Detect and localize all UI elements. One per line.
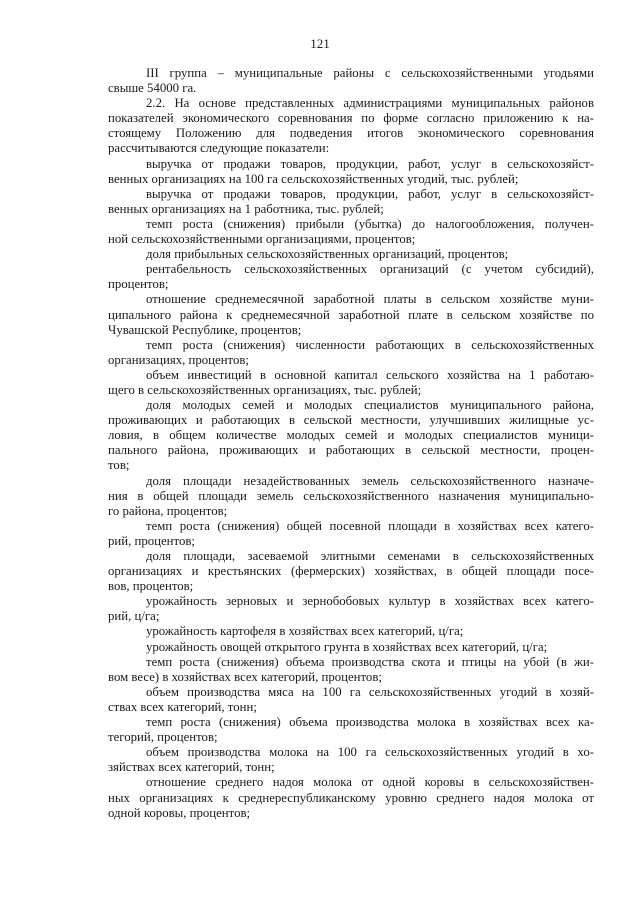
text-line: темп роста (снижения) численности работающих в сельскохозяйственных — [146, 337, 594, 352]
text-line: рассчитываются следующие показатели: — [108, 141, 330, 156]
paragraph — [108, 398, 594, 473]
text-line: вом весе) в хозяйствах всех категорий, процентов; — [108, 669, 382, 684]
paragraph — [108, 66, 594, 96]
text-line: щего в сельскохозяйственных организациях, тыс. рублей; — [108, 382, 422, 397]
text-line: проживающих и работающих в сельской местности, улучшивших жилищные ус- — [108, 413, 594, 428]
text-line: рий, ц/га; — [108, 609, 160, 624]
paragraph — [108, 745, 594, 775]
text-line: одной коровы, процентов; — [108, 805, 251, 820]
text-line: урожайность овощей открытого грунта в хозяйствах всех категорий, ц/га; — [146, 639, 548, 654]
text-line: темп роста (снижения) объема производства скота и птицы на убой (в жи- — [146, 654, 594, 669]
paragraph — [108, 368, 594, 398]
paragraph — [108, 519, 594, 549]
paragraph — [108, 247, 594, 262]
text-line: зяйствах всех категорий, тонн; — [108, 760, 275, 775]
text-line: Чувашской Республике, процентов; — [108, 322, 302, 337]
text-line: ных организациях к среднереспубликанскому уровню среднего надоя молока от — [108, 790, 594, 805]
text-line: отношение среднемесячной заработной платы в сельском хозяйстве муни- — [146, 292, 594, 307]
text-line: объем инвестиций в основной капитал сельского хозяйства на 1 работаю- — [146, 367, 594, 382]
text-line: стоящему Положению для подведения итогов экономического соревнования — [108, 126, 594, 141]
text-line: показателей экономического соревнования по форме согласно приложению к на- — [108, 111, 594, 126]
paragraph — [108, 187, 594, 217]
text-line: венных организациях на 1 работника, тыс. рублей; — [108, 201, 384, 216]
text-line: рентабельность сельскохозяйственных организаций (с учетом субсидий), — [146, 262, 594, 277]
text-line: процентов; — [108, 277, 169, 292]
paragraph — [108, 338, 594, 368]
text-line: организациях, процентов; — [108, 352, 249, 367]
text-line: вов, процентов; — [108, 579, 194, 594]
text-line: объем производства мяса на 100 га сельскохозяйственных угодий в хозяй- — [146, 684, 594, 699]
text-line: III группа – муниципальные районы с сельскохозяйственными угодьями — [146, 66, 594, 80]
text-line: доля площади, засеваемой элитными семенами в сельскохозяйственных — [146, 549, 594, 563]
text-line: доля молодых семей и молодых специалистов муниципального района, — [146, 398, 594, 413]
text-line: темп роста (снижения) прибыли (убытка) до налогообложения, получен- — [146, 216, 594, 231]
text-line: венных организациях на 100 га сельскохозяйственных угодий, тыс. рублей; — [108, 171, 519, 186]
paragraph — [108, 655, 594, 685]
text-line: доля прибыльных сельскохозяйственных организаций, процентов; — [146, 247, 509, 262]
text-line: ной сельскохозяйственными организациями, процентов; — [108, 232, 416, 247]
paragraph — [108, 640, 594, 655]
text-line: ствах всех категорий, тонн; — [108, 699, 257, 714]
paragraph — [108, 262, 594, 292]
text-line: пального района, проживающих и работающих в сельской местности, процен- — [108, 443, 594, 458]
paragraph — [108, 292, 594, 337]
text-line: объем производства молока на 100 га сельскохозяйственных угодий в хо- — [146, 745, 594, 760]
text-line: тегорий, процентов; — [108, 730, 218, 745]
paragraph — [108, 549, 594, 594]
text-line: организациях и крестьянских (фермерских) хозяйствах, в общей площади посе- — [108, 564, 594, 579]
paragraph — [108, 157, 594, 187]
text-line: го района, процентов; — [108, 503, 228, 518]
paragraph — [108, 217, 594, 247]
text-line: тов; — [108, 458, 130, 473]
paragraph — [108, 715, 594, 745]
text-line: доля площади незадействованных земель сельскохозяйственного назначе- — [146, 473, 594, 488]
paragraph — [108, 594, 594, 624]
text-line: 2.2. На основе представленных администрациями муниципальных районов — [146, 96, 594, 111]
paragraph — [108, 624, 594, 639]
text-line: рий, процентов; — [108, 533, 195, 548]
text-line: свыше 54000 га. — [108, 81, 197, 96]
paragraph — [108, 474, 594, 519]
paragraph — [108, 96, 594, 156]
text-line: темп роста (снижения) общей посевной площади в хозяйствах всех катего- — [146, 518, 594, 533]
text-line: отношение среднего надоя молока от одной коровы в сельскохозяйствен- — [146, 775, 594, 790]
text-line: урожайность картофеля в хозяйствах всех категорий, ц/га; — [146, 624, 464, 639]
text-line: темп роста (снижения) объема производства молока в хозяйствах всех ка- — [146, 715, 594, 730]
text-line: ловия, в общем количестве молодых семей и молодых специалистов муници- — [108, 428, 594, 443]
paragraph — [108, 775, 594, 820]
text-line: выручка от продажи товаров, продукции, работ, услуг в сельскохозяйст- — [146, 156, 594, 171]
text-line: выручка от продажи товаров, продукции, работ, услуг в сельскохозяйст- — [146, 186, 594, 201]
text-line: ципального района к среднемесячной заработной плате в сельском хозяйстве по — [108, 307, 594, 322]
document-body — [108, 66, 594, 821]
text-line: ния в общей площади земель сельскохозяйственного назначения муниципально- — [108, 488, 594, 503]
paragraph — [108, 685, 594, 715]
text-line: урожайность зерновых и зернобобовых культур в хозяйствах всех катего- — [146, 594, 594, 609]
page-number: 121 — [310, 36, 330, 51]
